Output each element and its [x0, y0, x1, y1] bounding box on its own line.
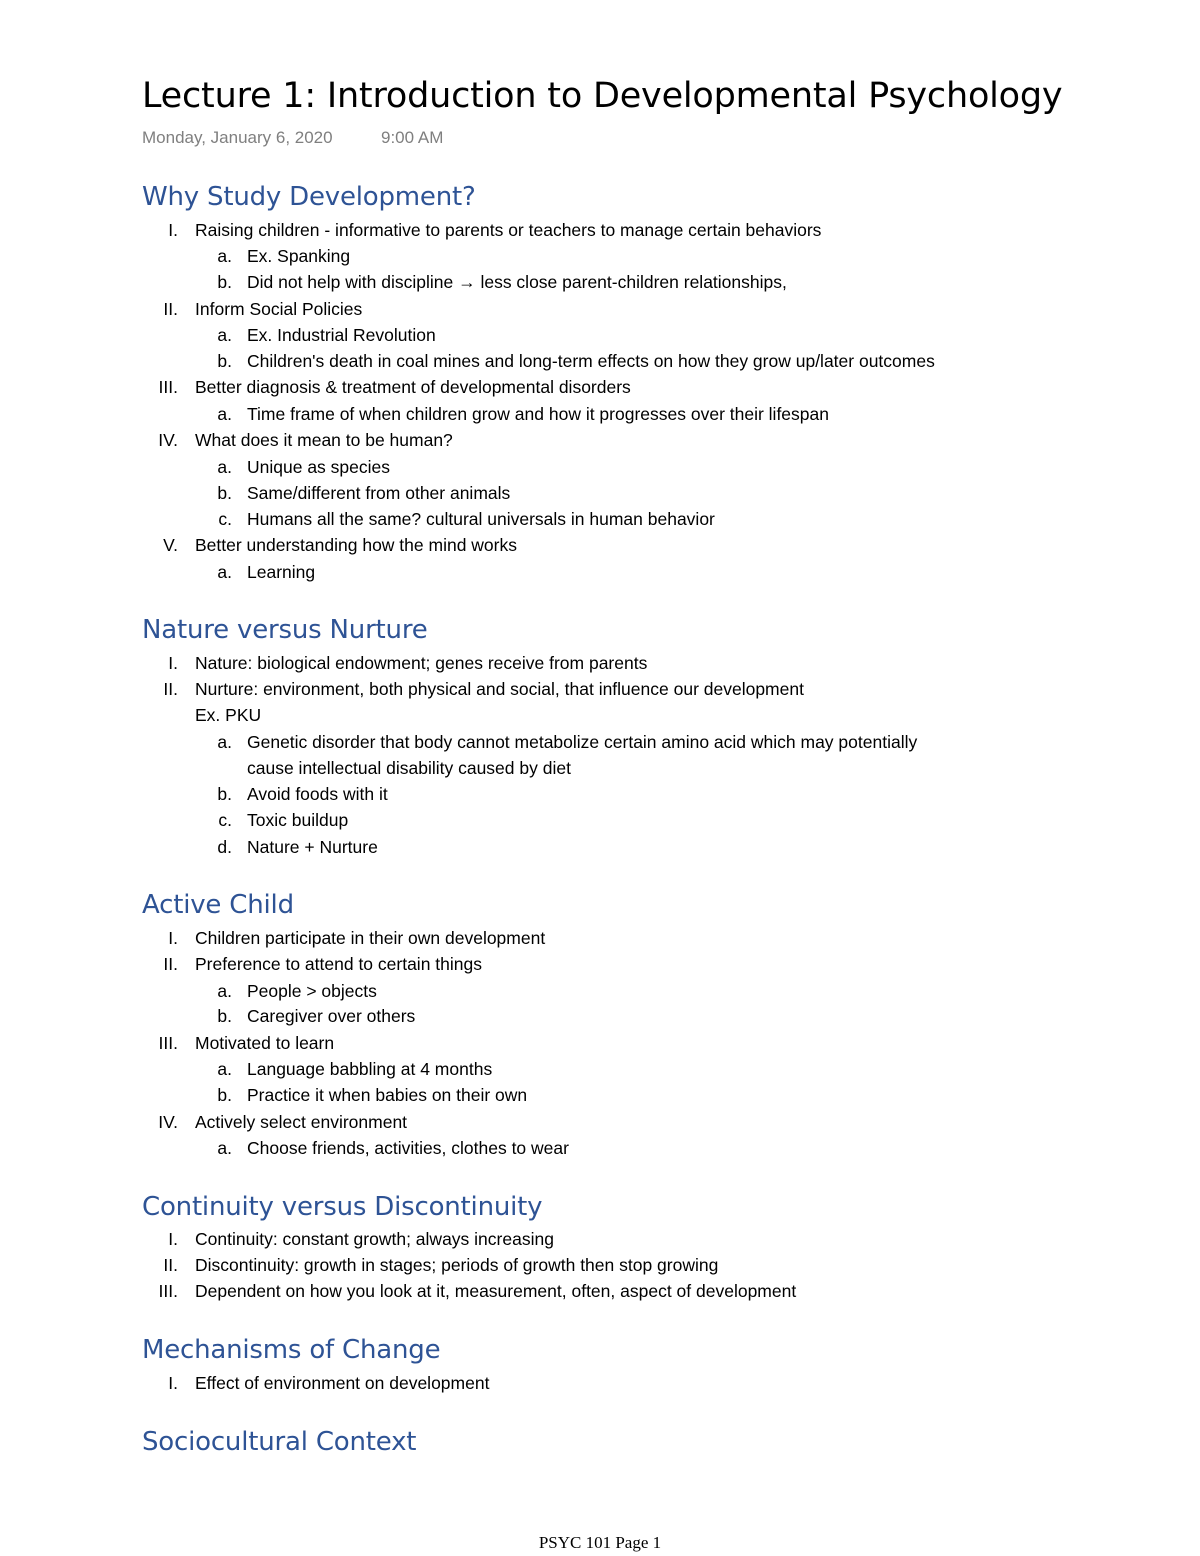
page-date: Monday, January 6, 2020	[142, 128, 333, 147]
section-heading: Why Study Development?	[142, 182, 476, 212]
section-heading: Nature versus Nurture	[142, 615, 428, 645]
page-title: Lecture 1: Introduction to Developmental Psychology	[142, 76, 1063, 116]
section-heading: Mechanisms of Change	[142, 1335, 441, 1365]
page-time: 9:00 AM	[381, 128, 444, 147]
section-heading: Sociocultural Context	[142, 1427, 417, 1457]
section-heading: Active Child	[142, 890, 294, 920]
document-page: Lecture 1: Introduction to Developmental Psychology Monday, January 6, 2020 9:00 AM Why Study Development? I. Raising children - informative to parents or teachers to manage certain behaviors a. Ex. Spanking b. Did not help with discipline → less close parent-children relationships, II. Inform Social Policies a. Ex. Industrial Revolution b. Children's death in coal mines and long-term effects on how they grow up/later outcomes III. Better diagnosis & treatment of developmental disorders a. Time frame of when children grow and how it progresses over their lifespan IV. What does it mean to be human? a. Unique as species b. Same/different from other animals c. Humans all the same? cultural universals in human behavior V. Better understanding how the mind works a. Learning Nature versus Nurture I. Nature: biological endowment; genes receive from parents II. Nurture: environment, both physical and social, that influence our development Ex. PKU a. Genetic disorder that body cannot metabolize certain amino acid which may potentially cause intellectual disability caused by diet b. Avoid foods with it c. Toxic buildup d. Nature + Nurture Active Child I. Children participate in their own development II. Preference to attend to certain things a. People > objects b. Caregiver over others III. Motivated to learn a. Language babbling at 4 months b. Practice it when babies on their own IV. Actively select environment a. Choose friends, activities, clothes to wear Continuity versus Discontinuity I. Continuity: constant growth; always increasing II. Discontinuity: growth in stages; periods of growth then stop growing III. Dependent on how you look at it, measurement, often, aspect of development Mechanisms of Change I. Effect of environment on development Sociocultural Context PSYC 101 Page 1	[0, 0, 1200, 1556]
page-footer: PSYC 101 Page 1	[538, 1533, 662, 1552]
section-heading: Continuity versus Discontinuity	[142, 1192, 543, 1222]
